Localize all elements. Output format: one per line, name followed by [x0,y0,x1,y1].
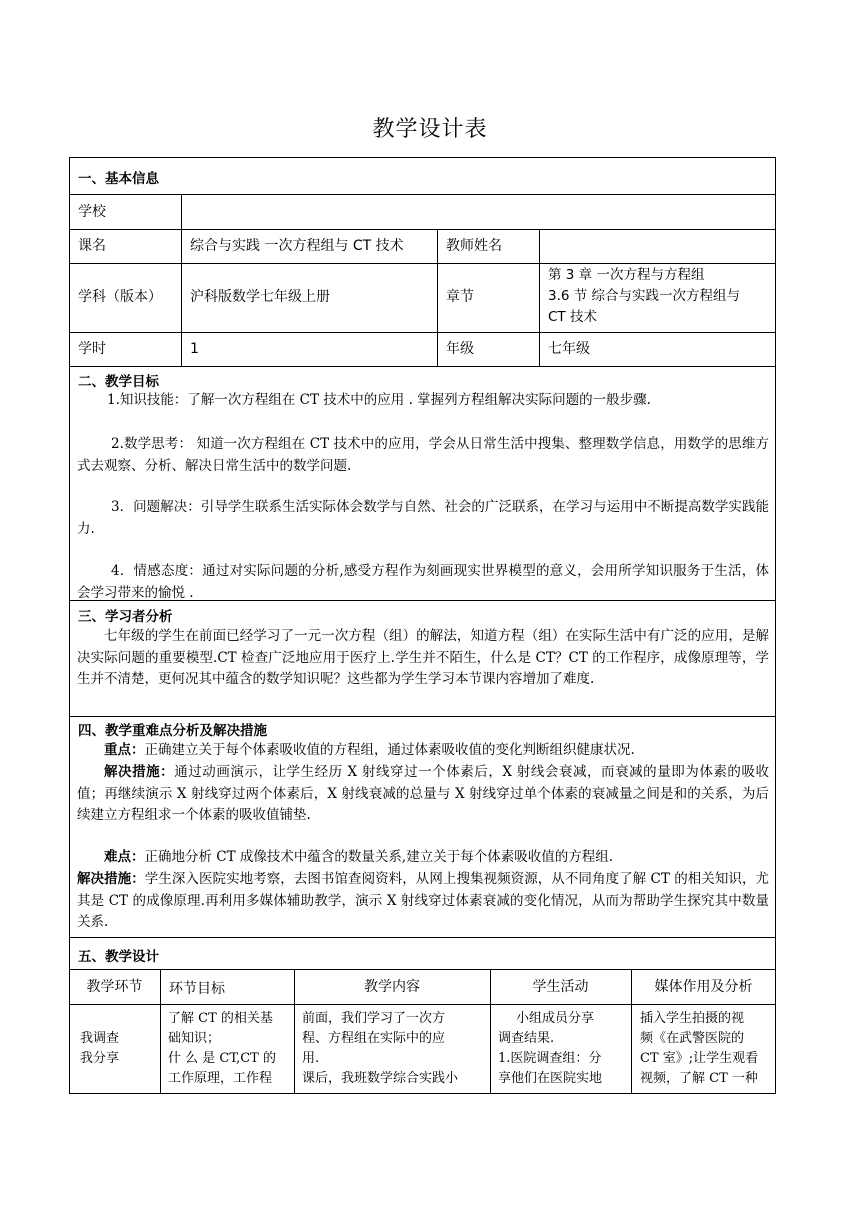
rule [69,969,776,970]
rule [69,937,776,938]
course-value: 综合与实践 一次方程组与 CT 技术 [190,238,404,254]
media-cell [640,1009,774,1089]
teacher-label: 教师姓名 [446,238,502,254]
rule [539,229,540,366]
grade-label: 年级 [446,341,474,357]
rule [69,263,776,264]
solution-paragraph [77,762,769,827]
cell-line: 什 么 是 CT,CT 的 [168,1051,276,1066]
school-label: 学校 [78,204,106,220]
section-heading-design: 五、教学设计 [78,949,159,965]
hours-label: 学时 [78,341,106,357]
section-heading-basic: 一、基本信息 [78,171,159,187]
course-label: 课名 [78,238,106,254]
rule [160,969,161,1094]
cell-line: 前面，我们学习了一次方 [302,1011,446,1026]
cell-line: 工作原理，工作程 [168,1071,273,1086]
goal-item: 3．问题解决：引导学生联系生活实际体会数学与自然、社会的广泛联系，在学习与运用中不断提高数学实践能力. [77,499,769,537]
section-heading-keypoints: 四、教学重难点分析及解决措施 [78,723,267,739]
difficulty-text: 正确地分析 CT 成像技术中蕴含的数量关系,建立关于每个体素吸收值的方程组. [144,849,613,865]
goal-item: 4．情感态度：通过对实际问题的分析,感受方程作为刻画现实世界模型的意义，会用所学知识服务于生活，体会学习带来的愉悦 . [77,563,769,601]
cell-line: 调查结果. [498,1031,555,1046]
content-cell [302,1009,488,1089]
difficulty-paragraph [77,847,769,869]
column-header: 环节目标 [169,981,225,997]
rule [69,229,776,230]
section-heading-goals: 二、教学目标 [78,374,159,390]
cell-line: 插入学生拍摄的视 [640,1011,745,1026]
cell-line: 用. [302,1051,320,1066]
cell-line: 了解 CT 的相关基 [168,1011,273,1026]
cell-line: 础知识； [168,1031,221,1046]
subject-label: 学科（版本） [78,289,162,305]
cell-line: 我分享 [80,1051,120,1066]
focus-paragraph [77,740,769,762]
chapter-line: 3.6 节 综合与实践一次方程组与 [548,288,741,304]
chapter-line: CT 技术 [548,309,597,325]
learner-analysis: 七年级的学生在前面已经学习了一元一次方程（组）的解法，知道方程（组）在实际生活中有广泛的应用，是解决实际问题的重要模型.CT 检查广泛地应用于医疗上.学生并不陌生，什么是 CT？CT 的工作程序，成像原理等，学生并不清楚，更何况其中蕴含的数学知识呢？这些都为学生学习本节课内容增加了难度. [77,628,769,687]
rule [437,229,438,366]
grade-value: 七年级 [548,341,590,357]
activity-cell [498,1009,628,1089]
rule [69,194,776,195]
subject-value: 沪科版数学七年级上册 [190,289,330,305]
rule [69,716,776,717]
focus-text: 正确建立关于每个体素吸收值的方程组，通过体素吸收值的变化判断组织健康状况. [144,742,635,758]
goal-item: 2.数学思考： 知道一次方程组在 CT 技术中的应用，学会从日常生活中搜集、整理数学信息，用数学的思维方式去观察、分析、解决日常生活中的数学问题. [77,436,769,474]
rule [69,366,776,367]
column-header: 媒体作用及分析 [654,979,753,995]
solution-label: 解决措施： [104,764,175,780]
section-heading-learners: 三、学习者分析 [78,609,173,625]
phase-cell [80,1029,119,1069]
goal-item: 1.知识技能：了解一次方程组在 CT 技术中的应用 . 掌握列方程组解决实际问题的一般步骤. [107,392,651,408]
document-title: 教学设计表 [372,117,488,142]
column-header: 学生活动 [532,979,589,995]
cell-line: 频《在武警医院的 [640,1031,745,1046]
column-header: 教学环节 [86,979,143,995]
solution-paragraph [77,869,769,934]
difficulty-label: 难点： [104,849,145,865]
solution-text: 学生深入医院实地考察，去图书馆查阅资料，从网上搜集视频资源，从不同角度了解 CT 的相关知识，尤其是 CT 的成像原理.再利用多媒体辅助教学，演示 X 射线穿过体素衰减的变化情况，从而为帮助学生探究其中数量关系. [77,871,770,930]
column-header: 教学内容 [364,979,420,995]
cell-line: 视频，了解 CT 一种 [640,1071,758,1086]
focus-label: 重点： [104,742,145,758]
chapter-label: 章节 [446,289,474,305]
solution-label: 解决措施： [77,871,145,887]
cell-line: 1.医院调查组：分 [498,1051,602,1066]
rule [69,332,776,333]
chapter-value [548,265,740,328]
hours-value: 1 [190,341,199,357]
rule [181,194,182,366]
chapter-line: 第 3 章 一次方程与方程组 [548,267,705,283]
cell-line: 程、方程组在实际中的应 [302,1031,446,1046]
solution-text: 通过动画演示，让学生经历 X 射线穿过一个体素后，X 射线会衰减，而衰减的量即为体素的吸收值；再继续演示 X 射线穿过两个体素后，X 射线衰减的总量与 X 射线穿过单个体素的衰减量之间是和的关系，为后续建立方程组求一个体素的吸收值铺垫. [77,764,769,823]
cell-line: 享他们在医院实地 [498,1071,603,1086]
goal-cell [168,1009,290,1089]
rule [69,1004,776,1005]
cell-line: 我调查 [80,1031,120,1046]
cell-line: 小组成员分享 [516,1011,595,1026]
cell-line: CT 室》;让学生观看 [640,1051,759,1066]
cell-line: 课后，我班数学综合实践小 [302,1071,459,1086]
